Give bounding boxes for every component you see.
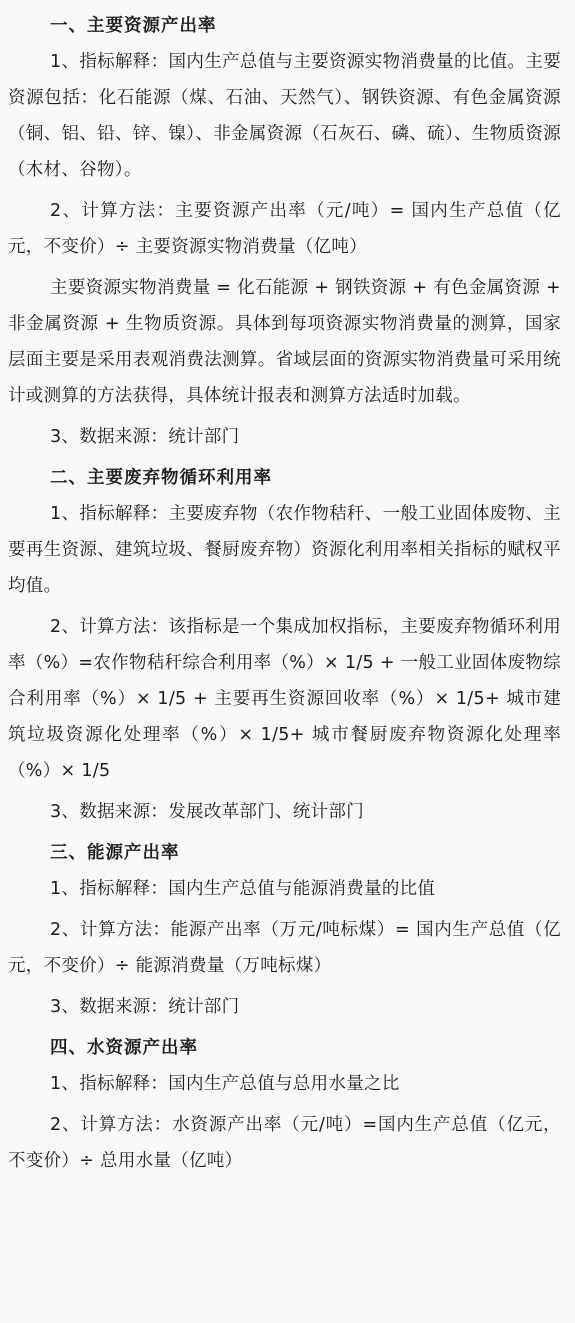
paragraph: 1、指标解释：主要废弃物（农作物秸秆、一般工业固体废物、主要再生资源、建筑垃圾、餐厨废弃物）资源化利用率相关指标的赋权平均值。	[8, 504, 561, 596]
paragraph: 2、计算方法：该指标是一个集成加权指标，主要废弃物循环利用率（%）=农作物秸秆综合利用率（%）× 1/5 + 一般工业固体废物综合利用率（%）× 1/5 + 主要再生资源回收率（%）× 1/5+ 城市建筑垃圾资源化处理率（%）× 1/5+ 城市餐厨废弃物资源化处理率（%）× 1/5	[8, 617, 561, 781]
section-4	[8, 1030, 561, 1179]
paragraph: 主要资源实物消费量 = 化石能源 + 钢铁资源 + 有色金属资源 + 非金属资源 + 生物质资源。具体到每项资源实物消费量的测算，国家层面主要是采用表观消费法测算。省域层面的资源实物消费量可采用统计或测算的方法获得，具体统计报表和测算方法适时加载。	[8, 278, 561, 406]
section-heading: 二、主要废弃物循环利用率	[50, 468, 272, 488]
section-heading: 四、水资源产出率	[50, 1038, 198, 1058]
paragraph: 1、指标解释：国内生产总值与总用水量之比	[50, 1074, 400, 1094]
paragraph: 2、计算方法：水资源产出率（元/吨）=国内生产总值（亿元，不变价）÷ 总用水量（亿吨）	[8, 1115, 561, 1171]
paragraph: 3、数据来源：统计部门	[50, 427, 240, 447]
paragraph: 2、计算方法：主要资源产出率（元/吨）= 国内生产总值（亿元，不变价）÷ 主要资源实物消费量（亿吨）	[8, 201, 561, 257]
section-1	[8, 8, 561, 455]
paragraph: 3、数据来源：统计部门	[50, 997, 240, 1017]
section-2	[8, 460, 561, 830]
paragraph: 1、指标解释：国内生产总值与主要资源实物消费量的比值。主要资源包括：化石能源（煤、石油、天然气）、钢铁资源、有色金属资源（铜、铝、铅、锌、镍）、非金属资源（石灰石、磷、硫）、生物质资源（木材、谷物）。	[8, 52, 561, 180]
paragraph: 3、数据来源：发展改革部门、统计部门	[50, 802, 365, 822]
section-3	[8, 835, 561, 1025]
section-heading: 一、主要资源产出率	[50, 16, 217, 36]
section-heading: 三、能源产出率	[50, 843, 180, 863]
paragraph: 1、指标解释：国内生产总值与能源消费量的比值	[50, 879, 436, 899]
paragraph: 2、计算方法：能源产出率（万元/吨标煤）= 国内生产总值（亿元，不变价）÷ 能源消费量（万吨标煤）	[8, 920, 561, 976]
